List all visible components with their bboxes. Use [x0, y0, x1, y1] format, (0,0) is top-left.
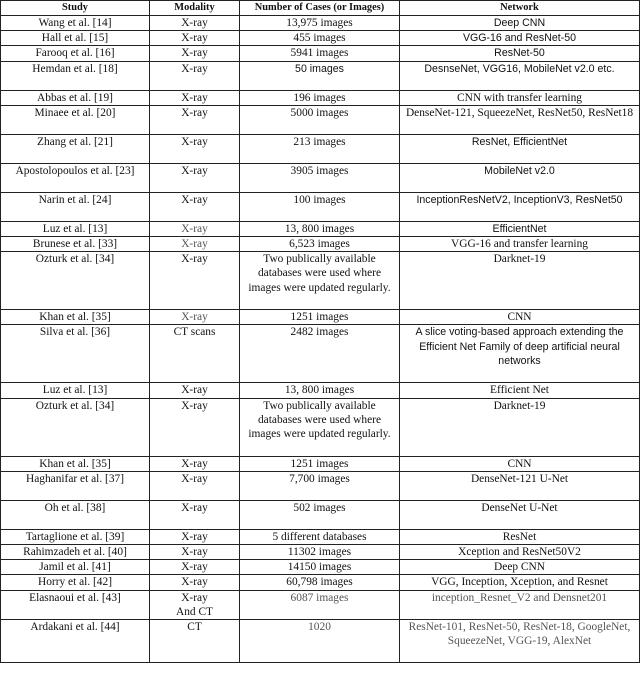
table-row	[1, 383, 640, 398]
table-row	[1, 134, 640, 163]
modality-cell: X-ray	[150, 16, 240, 31]
study-cell: Horry et al. [42]	[1, 575, 150, 590]
network-cell: Deep CNN	[400, 560, 640, 575]
study-cell: Wang et al. [14]	[1, 16, 150, 31]
table-row	[1, 471, 640, 500]
modality-cell: X-ray	[150, 560, 240, 575]
cases-cell: 6,523 images	[240, 237, 400, 252]
study-cell: Ozturk et al. [34]	[1, 398, 150, 456]
study-cell: Hall et al. [15]	[1, 31, 150, 46]
network-cell: inception_Resnet_V2 and Densnet201	[400, 590, 640, 619]
table-row	[1, 16, 640, 31]
modality-cell: X-ray	[150, 134, 240, 163]
table-row	[1, 398, 640, 456]
modality-cell: X-ray	[150, 46, 240, 61]
modality-cell: X-ray	[150, 163, 240, 192]
cases-cell: 7,700 images	[240, 471, 400, 500]
study-cell: Ozturk et al. [34]	[1, 252, 150, 310]
modality-cell: X-ray	[150, 575, 240, 590]
modality-cell: X-ray	[150, 310, 240, 325]
table-row	[1, 560, 640, 575]
study-cell: Oh et al. [38]	[1, 500, 150, 529]
study-cell: Hemdan et al. [18]	[1, 61, 150, 90]
modality-cell: X-ray	[150, 61, 240, 90]
table-row	[1, 500, 640, 529]
cases-cell: 455 images	[240, 31, 400, 46]
network-cell: Xception and ResNet50V2	[400, 545, 640, 560]
table-row	[1, 575, 640, 590]
cases-cell: 2482 images	[240, 325, 400, 383]
network-cell: Deep CNN	[400, 16, 640, 31]
cases-cell: 6087 images	[240, 590, 400, 619]
network-cell: CNN	[400, 310, 640, 325]
study-cell: Luz et al. [13]	[1, 221, 150, 236]
cases-cell: 60,798 images	[240, 575, 400, 590]
cases-cell: 5000 images	[240, 105, 400, 134]
modality-cell: X-ray	[150, 31, 240, 46]
modality-cell: X-ray	[150, 105, 240, 134]
table-row	[1, 105, 640, 134]
table-row	[1, 310, 640, 325]
study-cell: Narin et al. [24]	[1, 192, 150, 221]
network-cell: DenseNet-121, SqueezeNet, ResNet50, ResNet18	[400, 105, 640, 134]
study-cell: Tartaglione et al. [39]	[1, 529, 150, 544]
study-cell: Brunese et al. [33]	[1, 237, 150, 252]
header-modality: Modality	[150, 1, 240, 16]
modality-cell: X-ray	[150, 252, 240, 310]
header-network: Network	[400, 1, 640, 16]
network-cell: EfficientNet	[400, 221, 640, 236]
network-cell: Darknet-19	[400, 252, 640, 310]
cases-cell: Two publically available databases were used where images were updated regularly.	[240, 252, 400, 310]
table-row	[1, 252, 640, 310]
network-cell: VGG, Inception, Xception, and Resnet	[400, 575, 640, 590]
study-cell: Elasnaoui et al. [43]	[1, 590, 150, 619]
network-cell: CNN	[400, 456, 640, 471]
header-study: Study	[1, 1, 150, 16]
table-row	[1, 61, 640, 90]
network-cell: ResNet-101, ResNet-50, ResNet-18, GoogleNet, SqueezeNet, VGG-19, AlexNet	[400, 620, 640, 663]
network-cell: VGG-16 and transfer learning	[400, 237, 640, 252]
network-cell: ResNet, EfficientNet	[400, 134, 640, 163]
modality-cell: X-ray	[150, 383, 240, 398]
cases-cell: 100 images	[240, 192, 400, 221]
cases-cell: 213 images	[240, 134, 400, 163]
network-cell: CNN with transfer learning	[400, 90, 640, 105]
cases-cell: 50 images	[240, 61, 400, 90]
modality-cell: X-ray	[150, 456, 240, 471]
cases-cell: 5941 images	[240, 46, 400, 61]
network-cell: VGG-16 and ResNet-50	[400, 31, 640, 46]
table-row	[1, 529, 640, 544]
table-row	[1, 325, 640, 383]
table-row	[1, 456, 640, 471]
table-row	[1, 192, 640, 221]
network-cell: InceptionResNetV2, InceptionV3, ResNet50	[400, 192, 640, 221]
cases-cell: 3905 images	[240, 163, 400, 192]
modality-cell: X-ray	[150, 500, 240, 529]
study-cell: Abbas et al. [19]	[1, 90, 150, 105]
study-cell: Khan et al. [35]	[1, 310, 150, 325]
network-cell: ResNet-50	[400, 46, 640, 61]
modality-cell: X-ray And CT	[150, 590, 240, 619]
cases-cell: 11302 images	[240, 545, 400, 560]
modality-cell: X-ray	[150, 221, 240, 236]
table-row	[1, 31, 640, 46]
network-cell: DenseNet-121 U-Net	[400, 471, 640, 500]
header-cases: Number of Cases (or Images)	[240, 1, 400, 16]
study-cell: Minaee et al. [20]	[1, 105, 150, 134]
study-cell: Farooq et al. [16]	[1, 46, 150, 61]
study-cell: Ardakani et al. [44]	[1, 620, 150, 663]
study-cell: Khan et al. [35]	[1, 456, 150, 471]
cases-cell: 1251 images	[240, 310, 400, 325]
study-cell: Luz et al. [13]	[1, 383, 150, 398]
network-cell: DenseNet U-Net	[400, 500, 640, 529]
modality-cell: X-ray	[150, 398, 240, 456]
study-cell: Jamil et al. [41]	[1, 560, 150, 575]
table-row	[1, 590, 640, 619]
table-row	[1, 237, 640, 252]
table-row	[1, 620, 640, 663]
study-cell: Zhang et al. [21]	[1, 134, 150, 163]
modality-cell: X-ray	[150, 471, 240, 500]
cases-cell: 14150 images	[240, 560, 400, 575]
study-cell: Apostolopoulos et al. [23]	[1, 163, 150, 192]
study-cell: Haghanifar et al. [37]	[1, 471, 150, 500]
modality-cell: X-ray	[150, 529, 240, 544]
table-row	[1, 163, 640, 192]
network-cell: Efficient Net	[400, 383, 640, 398]
network-cell: A slice voting-based approach extending the Efficient Net Family of deep artificial neural networks	[400, 325, 640, 383]
network-cell: Darknet-19	[400, 398, 640, 456]
cases-cell: 13,975 images	[240, 16, 400, 31]
cases-cell: 1020	[240, 620, 400, 663]
table-header-row	[1, 1, 640, 16]
cases-cell: 196 images	[240, 90, 400, 105]
modality-cell: CT scans	[150, 325, 240, 383]
cases-cell: 1251 images	[240, 456, 400, 471]
study-cell: Silva et al. [36]	[1, 325, 150, 383]
table-row	[1, 46, 640, 61]
modality-cell: X-ray	[150, 192, 240, 221]
modality-cell: X-ray	[150, 237, 240, 252]
modality-cell: X-ray	[150, 90, 240, 105]
table-row	[1, 545, 640, 560]
cases-cell: 13, 800 images	[240, 383, 400, 398]
cases-cell: 5 different databases	[240, 529, 400, 544]
cases-cell: Two publically available databases were used where images were updated regularly.	[240, 398, 400, 456]
modality-cell: X-ray	[150, 545, 240, 560]
network-cell: MobileNet v2.0	[400, 163, 640, 192]
network-cell: DesnseNet, VGG16, MobileNet v2.0 etc.	[400, 61, 640, 90]
modality-cell: CT	[150, 620, 240, 663]
study-cell: Rahimzadeh et al. [40]	[1, 545, 150, 560]
cases-cell: 13, 800 images	[240, 221, 400, 236]
table-row	[1, 90, 640, 105]
network-cell: ResNet	[400, 529, 640, 544]
cases-cell: 502 images	[240, 500, 400, 529]
table-row	[1, 221, 640, 236]
